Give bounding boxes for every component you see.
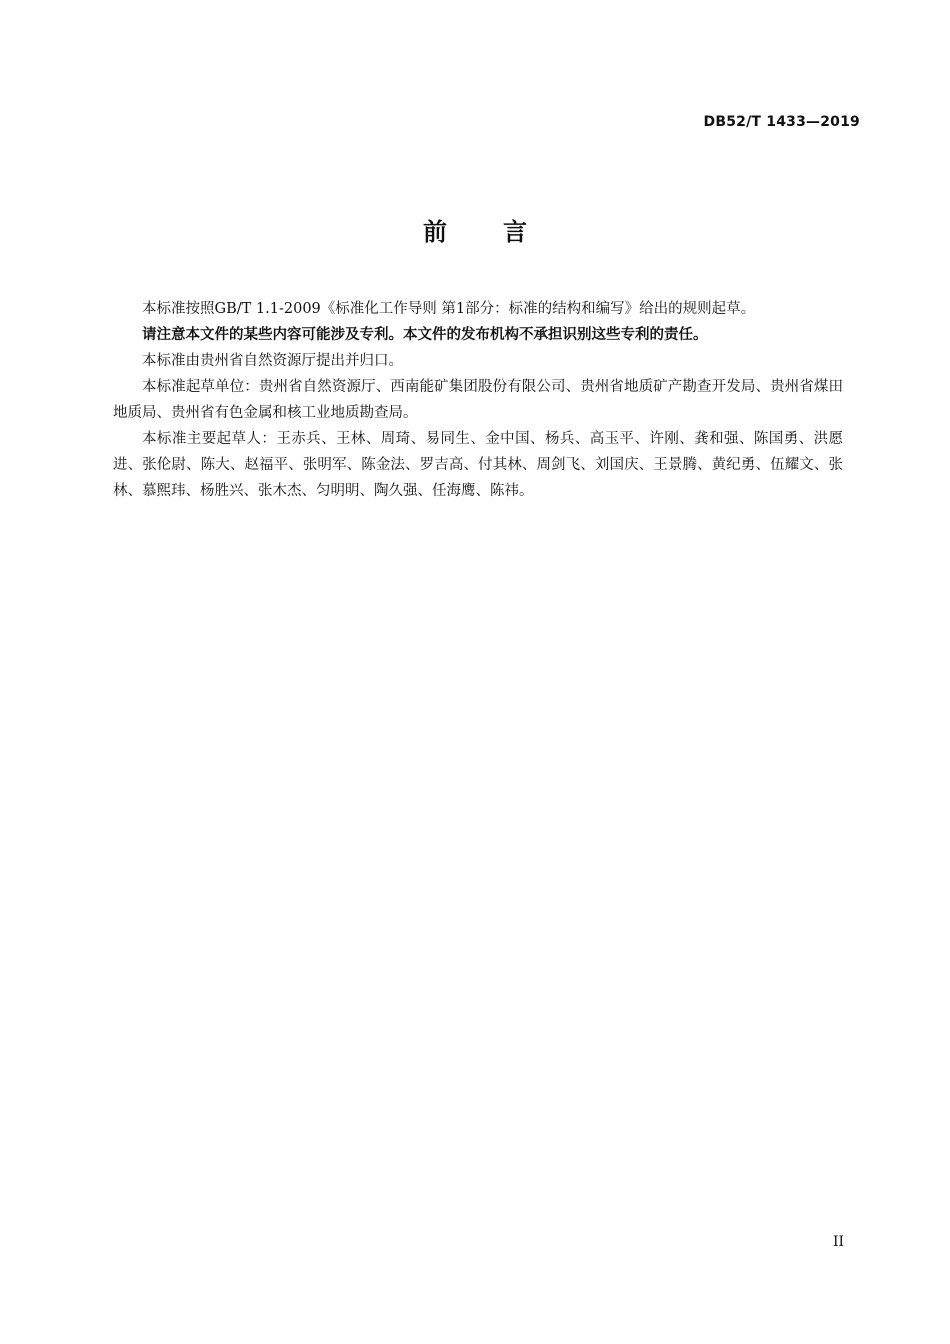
paragraph-proposer: 本标准由贵州省自然资源厅提出并归口。 bbox=[142, 353, 403, 369]
page-number: II bbox=[832, 1234, 844, 1250]
page-title: 前言 bbox=[423, 218, 583, 246]
foreword-body bbox=[113, 296, 843, 504]
paragraph-patent-notice: 请注意本文件的某些内容可能涉及专利。本文件的发布机构不承担识别这些专利的责任。 bbox=[142, 327, 708, 343]
paragraph-drafters: 本标准主要起草人：王赤兵、王林、周琦、易同生、金中国、杨兵、高玉平、许刚、龚和强、陈国勇、洪愿进、张伦尉、陈大、赵福平、张明军、陈金法、罗吉高、付其林、周剑飞、刘国庆、王景腾、黄纪勇、伍耀文、张林、慕熙玮、杨胜兴、张木杰、匀明明、陶久强、任海鹰、陈祎。 bbox=[113, 431, 843, 499]
paragraph-drafting-units: 本标准起草单位：贵州省自然资源厅、西南能矿集团股份有限公司、贵州省地质矿产勘查开发局、贵州省煤田地质局、贵州省有色金属和核工业地质勘查局。 bbox=[113, 379, 843, 421]
paragraph-drafting-rules: 本标准按照GB/T 1.1-2009《标准化工作导则 第1部分：标准的结构和编写》给出的规则起草。 bbox=[142, 301, 756, 317]
standard-code: DB52/T 1433—2019 bbox=[703, 114, 860, 130]
